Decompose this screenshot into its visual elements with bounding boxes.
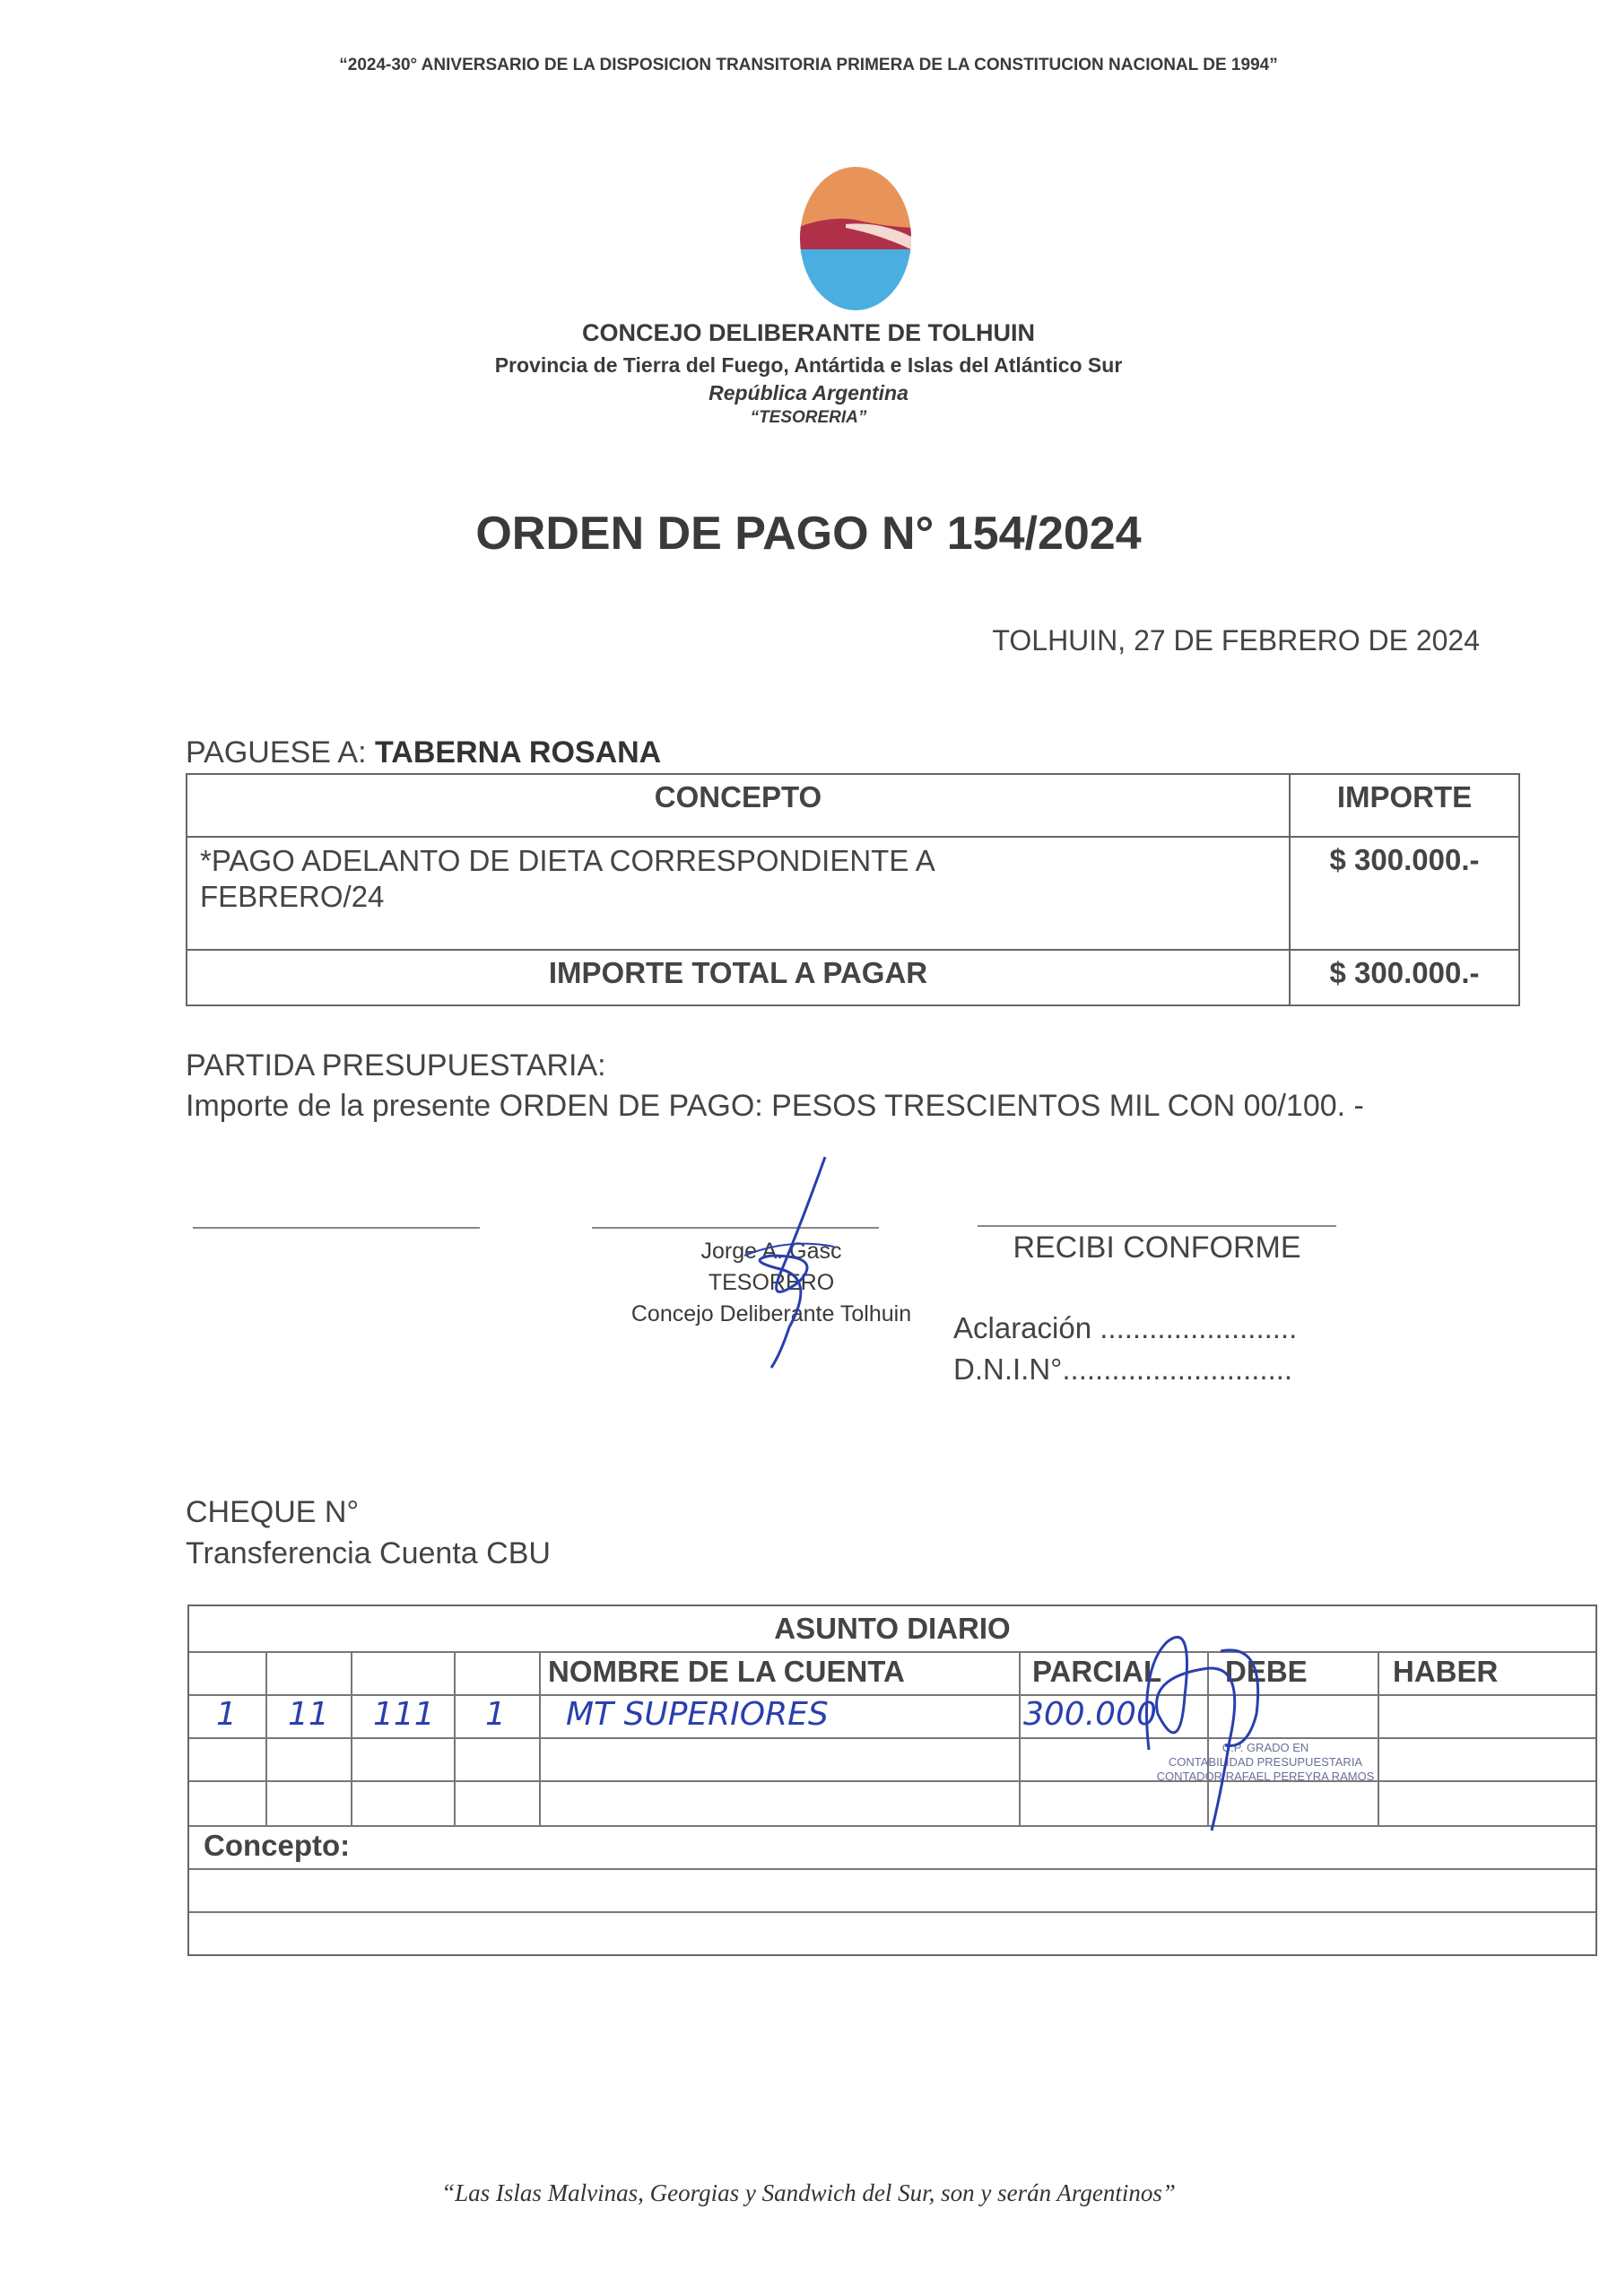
cheque-number: CHEQUE N°: [186, 1495, 360, 1529]
journal-rule: [189, 1825, 1595, 1827]
hand-code-3: 111: [373, 1696, 435, 1733]
debe-header: DEBE: [1225, 1655, 1308, 1688]
treasurer-signature: [717, 1148, 861, 1372]
amount-in-words: Importe de la presente ORDEN DE PAGO: PESOS TRESCIENTOS MIL CON 00/100. -: [186, 1089, 1364, 1123]
total-label: IMPORTE TOTAL A PAGAR: [187, 950, 1290, 1005]
signature-line-3: [978, 1225, 1336, 1227]
payment-method: [186, 1492, 551, 1574]
cbu-transfer: Transferencia Cuenta CBU: [186, 1536, 551, 1570]
received-label: RECIBI CONFORME: [1013, 1231, 1301, 1265]
journal-rule: [189, 1737, 1595, 1739]
journal-col-divider: [351, 1651, 352, 1825]
treasurer-name: Jorge A. Gasc: [700, 1239, 842, 1264]
budget-section: [186, 1046, 1364, 1126]
haber-header: HABER: [1393, 1655, 1499, 1688]
treasurer-org: Concejo Deliberante Tolhuin: [630, 1301, 912, 1326]
concept-header: CONCEPTO: [187, 774, 1290, 837]
document-title: ORDEN DE PAGO N° 154/2024: [475, 508, 1142, 560]
aclaracion-field: Aclaración ........................: [953, 1311, 1298, 1344]
payee-name: TABERNA ROSANA: [375, 735, 662, 770]
journal-col-divider: [265, 1651, 267, 1825]
hand-code-4: 1: [485, 1696, 506, 1733]
institution-province: Provincia de Tierra del Fuego, Antártida e Islas del Atlántico Sur: [494, 353, 1123, 377]
concept-item-line1: *PAGO ADELANTO DE DIETA CORRESPONDIENTE A: [200, 844, 935, 877]
footer-motto: “Las Islas Malvinas, Georgias y Sandwich del Sur, son y serán Argentinos”: [441, 2179, 1176, 2206]
journal-col-divider: [1019, 1651, 1021, 1825]
concept-item-line2: FEBRERO/24: [200, 880, 385, 913]
hand-account-name: MT SUPERIORES: [566, 1696, 829, 1733]
journal-concept-label: Concepto:: [204, 1829, 351, 1862]
concept-item-amount: $ 300.000.-: [1290, 837, 1519, 950]
journal-rule: [189, 1868, 1595, 1870]
journal-rule: [189, 1651, 1595, 1653]
dni-field: D.N.I.N°............................: [953, 1352, 1293, 1386]
total-amount: $ 300.000.-: [1290, 950, 1519, 1005]
journal-rule: [189, 1911, 1595, 1913]
journal-col-divider: [1378, 1651, 1379, 1825]
journal-col-divider: [454, 1651, 456, 1825]
treasurer-title: TESORERO: [708, 1270, 835, 1295]
anniversary-banner: “2024-30° ANIVERSARIO DE LA DISPOSICION TRANSITORIA PRIMERA DE LA CONSTITUCION NACIONAL DE 1994”: [339, 56, 1278, 74]
journal-table: [187, 1605, 1597, 1956]
document-date: TOLHUIN, 27 DE FEBRERO DE 2024: [992, 624, 1480, 657]
institution-country: República Argentina: [709, 381, 908, 404]
concept-table: [186, 773, 1520, 1006]
institution-department: “TESORERIA”: [750, 408, 867, 427]
institution-logo: [796, 165, 915, 312]
amount-header: IMPORTE: [1290, 774, 1519, 837]
hand-code-1: 1: [216, 1696, 237, 1733]
payee-label: PAGUESE A:: [186, 735, 367, 770]
payee-line: [186, 735, 661, 770]
hand-code-2: 11: [288, 1696, 329, 1733]
stamp-line3: CONTADOR RAFAEL PEREYRA RAMOS: [1156, 1770, 1375, 1783]
hand-parcial-amount: 300.000: [1023, 1696, 1157, 1733]
stamp-line2: CONTABILIDAD PRESUPUESTARIA: [1168, 1755, 1363, 1769]
stamp-line1: C.P. GRADO EN: [1221, 1741, 1309, 1754]
recipient-fields: [953, 1308, 1297, 1390]
accountant-signature: [1131, 1615, 1310, 1839]
journal-col-divider: [539, 1651, 541, 1825]
parcial-header: PARCIAL: [1032, 1655, 1162, 1688]
signature-line-1: [193, 1227, 480, 1229]
budget-label: PARTIDA PRESUPUESTARIA:: [186, 1048, 606, 1083]
account-name-header: NOMBRE DE LA CUENTA: [548, 1655, 905, 1688]
institution-name: CONCEJO DELIBERANTE DE TOLHUIN: [581, 319, 1036, 346]
journal-title: ASUNTO DIARIO: [774, 1612, 1011, 1645]
concept-item: [187, 837, 1290, 950]
